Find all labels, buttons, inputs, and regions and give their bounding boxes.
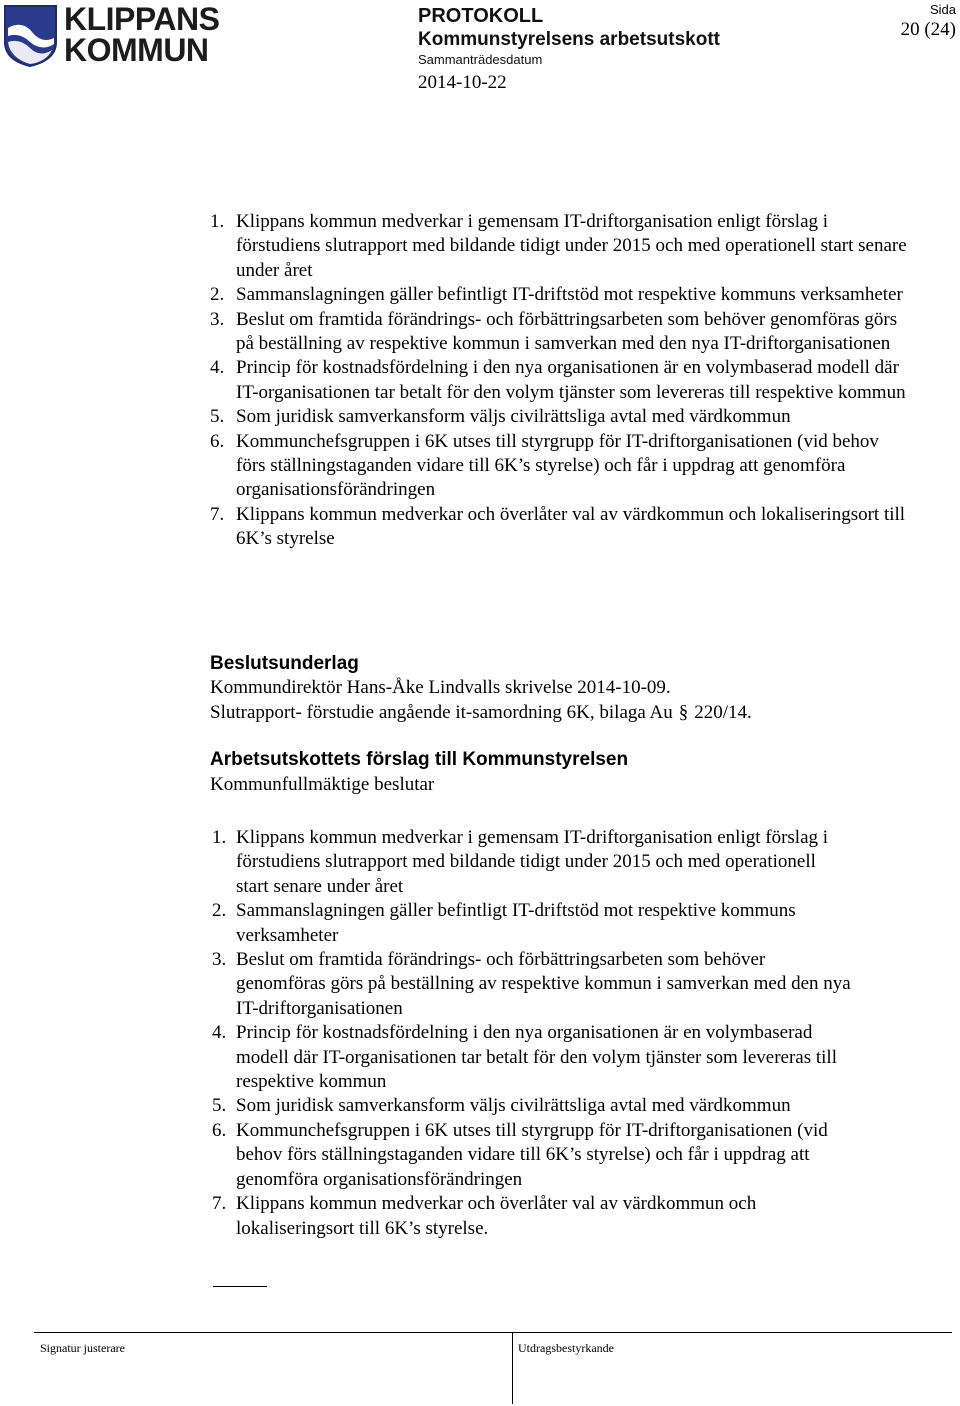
list-item-number: 2. [210, 284, 225, 306]
footer-divider [512, 1332, 513, 1404]
document-type: PROTOKOLL [418, 5, 544, 27]
list-item-text: Klippans kommun medverkar och överlåter val av värdkommun och lokaliseringsort till 6K’s styrelse. [236, 1193, 757, 1239]
list-item-number: 7. [212, 1193, 227, 1215]
municipality-logo [2, 1, 220, 68]
list-item-text: Som juridisk samverkansform väljs civilrättsliga avtal med värdkommun [236, 1095, 791, 1117]
page-label: Sida [929, 2, 956, 17]
list-item [210, 308, 910, 357]
list-item-text: Sammanslagningen gäller befintligt IT-driftstöd mot respektive kommuns verksamheter [236, 284, 903, 306]
basis-line-2-ref: 220/14. [694, 702, 752, 723]
list-item-text: Klippans kommun medverkar i gemensam IT-driftorganisation enligt förslag i förstudiens slutrapport med bildande tidigt under 2015 och med operationell start senare under året [236, 827, 829, 897]
document-header [418, 4, 720, 95]
list-item-number: 3. [210, 308, 225, 330]
list-item-text: Klippans kommun medverkar och överlåter val av värdkommun och lokaliseringsort till 6K’s styrelse [236, 503, 906, 550]
list-item [212, 1119, 852, 1192]
decision-list [210, 210, 910, 552]
page-indicator [901, 2, 956, 42]
signature-field-label: Signatur justerare [40, 1341, 125, 1355]
logo-wordmark [64, 1, 220, 68]
section-sign: § [678, 702, 689, 723]
list-item [210, 430, 910, 503]
basis-line-2 [210, 701, 752, 725]
basis-line-1: Kommundirektör Hans-Åke Lindvalls skrivelse 2014-10-09. [210, 677, 671, 698]
organ-name: Kommunstyrelsens arbetsutskott [418, 29, 720, 50]
meeting-date-label: Sammanträdesdatum [418, 52, 543, 67]
list-item-text: Beslut om framtida förändrings- och förbättringsarbeten som behöver genomföras görs på beställning av respektive kommun i samverkan med den nya IT-driftorganisationen [236, 949, 851, 1019]
list-item-number: 1. [212, 827, 227, 848]
list-item [212, 1021, 852, 1094]
list-item-number: 3. [212, 949, 227, 971]
list-item-number: 2. [212, 900, 227, 922]
list-item-text: Sammanslagningen gäller befintligt IT-driftstöd mot respektive kommuns verksamheter [236, 900, 796, 946]
list-item-text: Beslut om framtida förändrings- och förbättringsarbeten som behöver genomföras görs på beställning av respektive kommun i samverkan med den nya IT-driftorganisationen [236, 308, 898, 355]
list-item-number: 6. [212, 1119, 227, 1141]
page-number: 20 (24) [900, 19, 956, 40]
list-item [212, 1094, 852, 1118]
list-item-number: 5. [210, 406, 225, 428]
list-item-number: 6. [210, 430, 225, 452]
list-item [212, 899, 852, 948]
list-item [210, 283, 910, 307]
logo-line-1: KLIPPANS [64, 1, 220, 37]
list-item [210, 405, 910, 429]
list-item-text: Princip för kostnadsfördelning i den nya organisationen är en volymbaserad modell där IT-organisationen tar betalt för den volym tjänster som levereras till respektive kommun [236, 357, 906, 403]
list-item-text: Princip för kostnadsfördelning i den nya organisationen är en volymbaserad modell där IT-organisationen tar betalt för den volym tjänster som levereras till respektive kommun [236, 1022, 837, 1093]
list-item-number: 4. [212, 1022, 227, 1044]
end-of-section-line [213, 1286, 267, 1287]
section-heading-basis: Beslutsunderlag [210, 653, 359, 674]
list-item-text: Klippans kommun medverkar i gemensam IT-driftorganisation enligt förslag i förstudiens slutrapport med bildande tidigt under 2015 och med operationell start senare under året [236, 211, 907, 281]
logo-line-2: KOMMUN [64, 32, 209, 68]
list-item [210, 503, 910, 552]
list-item-text: Kommunchefsgruppen i 6K utses till styrgrupp för IT-driftorganisationen (vid behov förs ställningstaganden vidare till 6K’s styrelse) och får i uppdrag att genomföra organisationsförändringen [236, 1119, 828, 1190]
coat-of-arms-icon [2, 2, 62, 68]
list-item-text: Som juridisk samverkansform väljs civilrättsliga avtal med värdkommun [236, 406, 791, 428]
section-heading-proposal: Arbetsutskottets förslag till Kommunstyrelsen [210, 749, 629, 770]
list-item [212, 826, 852, 899]
list-item [210, 356, 910, 405]
list-item [210, 210, 910, 283]
basis-line-2-text: Slutrapport- förstudie angående it-samordning 6K, bilaga Au [210, 702, 673, 723]
list-item [212, 948, 852, 1021]
list-item-text: Kommunchefsgruppen i 6K utses till styrgrupp för IT-driftorganisationen (vid behov förs ställningstaganden vidare till 6K’s styrelse) och får i uppdrag att genomföra organisationsförändringen [236, 430, 879, 501]
list-item-number: 5. [212, 1095, 227, 1117]
list-item-number: 1. [210, 211, 225, 232]
meeting-date: 2014-10-22 [418, 72, 507, 93]
extract-certification-label: Utdragsbestyrkande [518, 1341, 614, 1355]
footer-rule [34, 1332, 952, 1333]
proposal-list [212, 826, 852, 1241]
list-item [212, 1192, 852, 1241]
list-item-number: 4. [210, 357, 225, 379]
list-item-number: 7. [210, 503, 225, 525]
proposal-subheading: Kommunfullmäktige beslutar [210, 774, 435, 795]
